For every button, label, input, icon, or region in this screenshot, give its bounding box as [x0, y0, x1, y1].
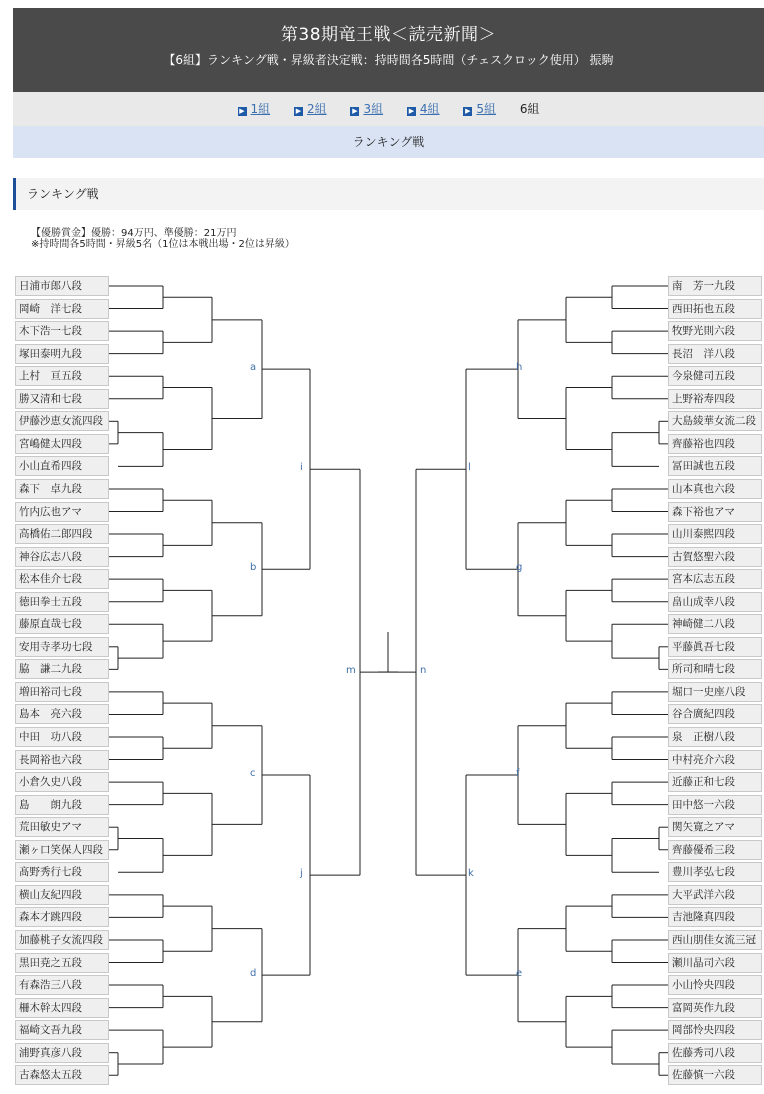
bracket-label-l: l — [468, 462, 471, 474]
right-player: 宮本広志五段 — [668, 569, 762, 589]
arrow-right-icon: ▶ — [408, 107, 415, 115]
left-player: 日浦市郎八段 — [15, 276, 109, 296]
left-player: 長岡裕也六段 — [15, 750, 109, 770]
rules-line: ※持時間各5時間・昇級5名（1位は本戦出場・2位は昇級） — [31, 239, 295, 250]
right-player: 近藤正和七段 — [668, 772, 762, 792]
bracket-label-b: b — [250, 562, 257, 574]
left-player: 徳田拳士五段 — [15, 592, 109, 612]
tab-group-4-link[interactable]: 4組 — [419, 102, 440, 116]
ranking-tab[interactable]: ランキング戦 — [352, 135, 425, 149]
right-player: 谷合廣紀四段 — [668, 704, 762, 724]
right-player: 牧野光則六段 — [668, 321, 762, 341]
right-player: 長沼 洋八段 — [668, 344, 762, 364]
bracket-label-d: d — [250, 968, 257, 980]
bracket-label-j: j — [300, 868, 303, 880]
right-player: 平藤眞吾七段 — [668, 637, 762, 657]
bracket-label-k: k — [468, 868, 474, 880]
right-player: 大平武洋六段 — [668, 885, 762, 905]
right-player: 山川泰熙四段 — [668, 524, 762, 544]
left-player: 竹内広也アマ — [15, 502, 109, 522]
left-player: 神谷広志八段 — [15, 547, 109, 567]
arrow-right-icon: ▶ — [465, 107, 471, 115]
right-player: 西山朋佳女流三冠 — [668, 930, 762, 950]
left-player: 黒田尭之五段 — [15, 953, 109, 973]
left-player: 柵木幹太四段 — [15, 998, 109, 1018]
right-player: 山本真也六段 — [668, 479, 762, 499]
left-player: 森下 卓九段 — [15, 479, 109, 499]
bracket-label-h: h — [516, 362, 523, 374]
left-player: 瀬ヶ口笑保人四段 — [15, 840, 109, 860]
right-player: 堀口一史座八段 — [668, 682, 762, 702]
left-player: 島 朗九段 — [15, 795, 109, 815]
left-player: 上村 亘五段 — [15, 366, 109, 386]
left-player: 脇 謙二九段 — [15, 659, 109, 679]
left-player: 浦野真彦八段 — [15, 1043, 109, 1063]
right-player: 関矢寛之アマ — [668, 817, 762, 837]
left-player: 増田裕司七段 — [15, 682, 109, 702]
left-player: 塚田泰明九段 — [15, 344, 109, 364]
bracket-label-i: i — [300, 462, 303, 474]
tab-group-2-link[interactable]: 2組 — [306, 102, 327, 116]
bracket-label-n: n — [420, 665, 427, 677]
left-player: 高橋佑二郎四段 — [15, 524, 109, 544]
bracket-label-g: g — [516, 562, 523, 574]
right-player: 所司和晴七段 — [668, 659, 762, 679]
right-player: 神崎健二八段 — [668, 614, 762, 634]
left-player: 木下浩一七段 — [15, 321, 109, 341]
right-player: 豊川孝弘七段 — [668, 862, 762, 882]
left-player: 岡崎 洋七段 — [15, 299, 109, 319]
arrow-right-icon: ▶ — [239, 107, 245, 115]
right-player: 冨田誠也五段 — [668, 456, 762, 476]
right-player: 佐藤秀司八段 — [668, 1043, 762, 1063]
left-player: 松本佳介七段 — [15, 569, 109, 589]
left-player: 藤原直哉七段 — [15, 614, 109, 634]
right-player: 今泉健司五段 — [668, 366, 762, 386]
left-player: 横山友紀四段 — [15, 885, 109, 905]
right-player: 小山怜央四段 — [668, 975, 762, 995]
arrow-right-icon: ▶ — [295, 107, 302, 115]
prize-line: 【優勝賞金】優勝：94万円、準優勝：21万円 — [31, 228, 237, 239]
right-player: 田中悠一六段 — [668, 795, 762, 815]
arrow-right-icon: ▶ — [352, 107, 358, 115]
tab-group-6-current: 6組 — [519, 102, 540, 116]
left-player: 福崎文吾九段 — [15, 1020, 109, 1040]
bracket-label-m: m — [346, 665, 356, 677]
bracket-label-f: f — [516, 768, 520, 780]
right-player: 畠山成幸八段 — [668, 592, 762, 612]
left-player: 島本 亮六段 — [15, 704, 109, 724]
right-player: 中村亮介六段 — [668, 750, 762, 770]
left-player: 古森悠太五段 — [15, 1065, 109, 1085]
right-player: 大島綾華女流二段 — [668, 411, 762, 431]
left-player: 小倉久史八段 — [15, 772, 109, 792]
bracket-label-a: a — [250, 362, 257, 374]
right-player: 森下裕也アマ — [668, 502, 762, 522]
right-player: 齊藤裕也四段 — [668, 434, 762, 454]
right-player: 佐藤慎一六段 — [668, 1065, 762, 1085]
section-heading: ランキング戦 — [13, 178, 764, 210]
bracket-label-e: e — [516, 968, 523, 980]
right-player: 古賀悠聖六段 — [668, 547, 762, 567]
right-player: 吉池隆真四段 — [668, 907, 762, 927]
left-player: 荒田敏史アマ — [15, 817, 109, 837]
right-player: 富岡英作九段 — [668, 998, 762, 1018]
left-player: 有森浩三八段 — [15, 975, 109, 995]
right-player: 岡部怜央四段 — [668, 1020, 762, 1040]
left-player: 伊藤沙恵女流四段 — [15, 411, 109, 431]
page-title: 第38期竜王戦＜読売新聞＞ — [280, 25, 497, 45]
left-player: 勝又清和七段 — [15, 389, 109, 409]
bracket-label-c: c — [250, 768, 256, 780]
page-subtitle: 【6組】ランキング戦・昇級者決定戦：持時間各5時間（チェスクロック使用） 振駒 — [163, 53, 614, 67]
right-player: 齊藤優希三段 — [668, 840, 762, 860]
left-player: 宮嶋健太四段 — [15, 434, 109, 454]
left-player: 森本才跳四段 — [15, 907, 109, 927]
tab-group-1-link[interactable]: 1組 — [250, 102, 271, 116]
left-player: 髙野秀行七段 — [15, 862, 109, 882]
left-player: 中田 功八段 — [15, 727, 109, 747]
right-player: 瀬川晶司六段 — [668, 953, 762, 973]
right-player: 上野裕寿四段 — [668, 389, 762, 409]
tab-group-5-link[interactable]: 5組 — [476, 102, 497, 116]
left-player: 小山直希四段 — [15, 456, 109, 476]
tab-group-3-link[interactable]: 3組 — [363, 102, 384, 116]
right-player: 南 芳一九段 — [668, 276, 762, 296]
right-player: 泉 正樹八段 — [668, 727, 762, 747]
left-player: 加藤桃子女流四段 — [15, 930, 109, 950]
left-player: 安用寺孝功七段 — [15, 637, 109, 657]
right-player: 西田拓也五段 — [668, 299, 762, 319]
